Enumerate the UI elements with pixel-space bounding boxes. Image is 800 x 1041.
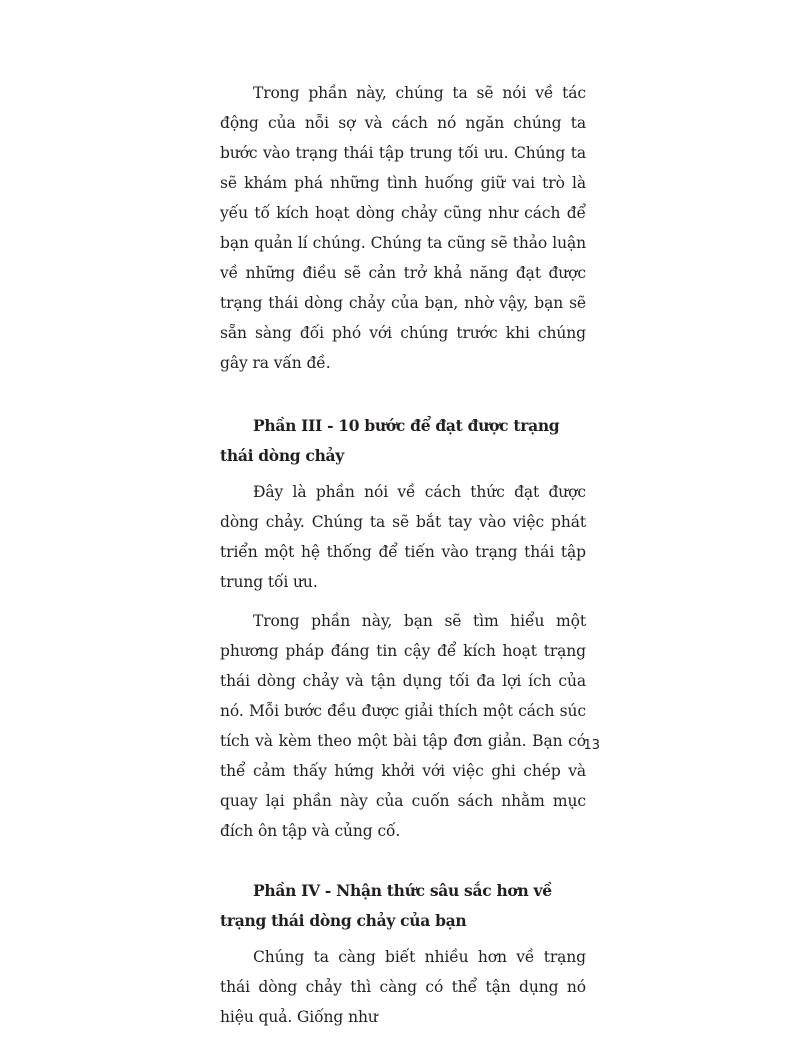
section-4-heading: Phần IV - Nhận thức sâu sắc hơn về trạng thái dòng chảy của bạn — [220, 881, 552, 930]
paragraph-deeper-awareness: Chúng ta càng biết nhiều hơn về trạng thái dòng chảy thì càng có thể tận dụng nó hiệu quả. Giống như — [220, 948, 586, 1026]
paragraph-flow-method-intro: Đây là phần nói về cách thức đạt được dòng chảy. Chúng ta sẽ bắt tay vào việc phát triển một hệ thống để tiến vào trạng thái tập trung tối ưu. — [220, 483, 586, 591]
text-column — [220, 78, 586, 1041]
section-3-heading: Phần III - 10 bước để đạt được trạng thái dòng chảy — [220, 416, 560, 465]
paragraph-fear-intro: Trong phần này, chúng ta sẽ nói về tác động của nỗi sợ và cách nó ngăn chúng ta bước vào trạng thái tập trung tối ưu. Chúng ta sẽ khám phá những tình huống giữ vai trò là yếu tố kích hoạt dòng chảy cũng như cách để bạn quản lí chúng. Chúng ta cũng sẽ thảo luận về những điều sẽ cản trở khả năng đạt được trạng thái dòng chảy của bạn, nhờ vậy, bạn sẽ sẵn sàng đối phó với chúng trước khi chúng gây ra vấn đề. — [220, 84, 586, 372]
paragraph-flow-method-detail: Trong phần này, bạn sẽ tìm hiểu một phương pháp đáng tin cậy để kích hoạt trạng thái dòng chảy và tận dụng tối đa lợi ích của nó. Mỗi bước đều được giải thích một cách súc tích và kèm theo một bài tập đơn giản. Bạn có thể cảm thấy hứng khởi với việc ghi chép và quay lại phần này của cuốn sách nhằm mục đích ôn tập và củng cố. — [220, 612, 586, 840]
page-number: 13 — [583, 738, 600, 753]
